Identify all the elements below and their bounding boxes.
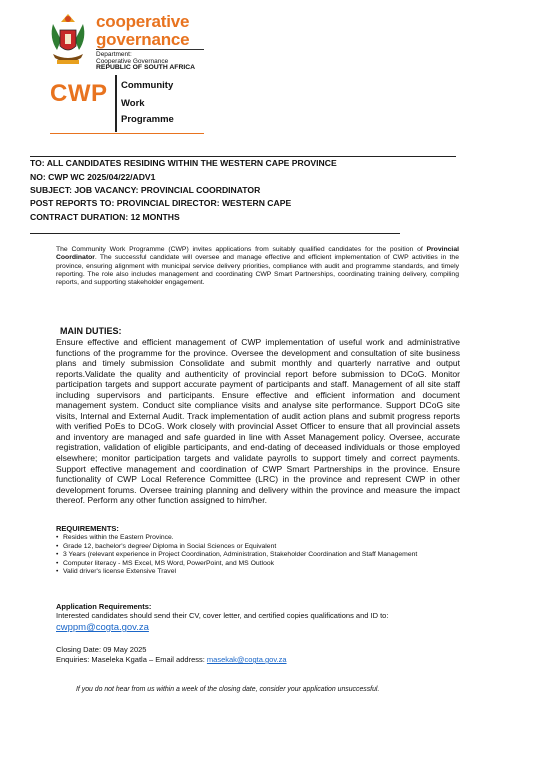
coat-of-arms-logo xyxy=(43,10,93,70)
list-item: • Valid driver's license Extensive Travel xyxy=(56,568,176,576)
list-item: • Grade 12, bachelor's degree/ Diploma in Social Sciences or Equivalent xyxy=(56,542,277,550)
intro-text-after: . The successful candidate will oversee and manage effective and efficient implementation of CWP activities in the province, ensuring alignment with municipal service delivery priorities, compliance with audit and programme standards, and timely reporting. The role also includes management and coordinating CWP Smart Partnerships, coordinating training delivery, compiling reports, and supporting stakeholder engagement. xyxy=(56,254,459,287)
footer-note: If you do not hear from us within a week of the closing date, consider your application unsuccessful. xyxy=(76,686,380,693)
intro-text-before: The Community Work Programme (CWP) invites applications from suitably qualified candidates for the position of xyxy=(56,246,427,253)
cwp-word-work: Work xyxy=(121,98,145,109)
requirements-list xyxy=(56,534,461,577)
intro-paragraph xyxy=(56,246,459,287)
reference-reports-to: POST REPORTS TO: PROVINCIAL DIRECTOR: WESTERN CAPE xyxy=(30,198,292,208)
cwp-logo-underline xyxy=(50,133,204,134)
duties-paragraph: Ensure effective and efficient management of CWP implementation of useful work and administrative functions of the programme for the province. Oversee the development and consultation of site business plans and timely submission Consolidate and submit monthly and quarterly narrative and output reports.Validate the quality and authenticity of provincial report before submission to DCoG. Monitor participation targets and support accurate payment of participants and staff. Management of all site staff including supervisors and participants. Ensure effective and efficient information and document management system. Conduct site compliance visits and analyse site performance. Support DCoG site visits, Internal and External Audit. Track implementation of audit action plans and submit progress reports with verified PoEs to DCoG. Work closely with provincial Asset Officer to ensure that all provincial assets and inventory are managed and safe guarded in line with Asset Management policy. Oversee, accurate registration, validation of eligible participants, and end-dating of deceased individuals or those employed elsewhere; monitor participation targets and validate payrolls to support timely and correct payments. Support effective management and coordination of CWP Smart Partnerships in the province. Ensure functionality of CWP Local Reference Committee (LRC) in the province and represent CWP in other development forums. Oversee training planning and delivery within the province and measure the impact thereof. Perform any other function assigned to him/her. xyxy=(56,337,460,506)
reference-subject: SUBJECT: JOB VACANCY: PROVINCIAL COORDINATOR xyxy=(30,185,261,195)
department-name: Cooperative Governance xyxy=(96,58,169,65)
brand-name-line1: cooperative xyxy=(96,12,190,31)
reference-top-rule xyxy=(30,156,456,157)
bullet-icon: • xyxy=(56,568,59,576)
header-divider xyxy=(96,49,204,50)
bullet-icon: • xyxy=(56,551,59,559)
reference-bottom-rule xyxy=(30,233,400,234)
cwp-logo-divider xyxy=(115,75,117,132)
cwp-word-community: Community xyxy=(121,80,174,91)
bullet-icon: • xyxy=(56,559,59,567)
list-item: • 3 Years (relevant experience in Project Coordination, Administration, Stakeholder Coordination and Staff Management xyxy=(56,551,418,559)
bullet-icon: • xyxy=(56,542,59,550)
brand-name-line2: governance xyxy=(96,30,190,49)
bullet-icon: • xyxy=(56,534,59,541)
enquiries-label: Enquiries: Maseleka Kgatla – Email address: xyxy=(56,655,207,664)
reference-number: NO: CWP WC 2025/04/22/ADV1 xyxy=(30,172,156,182)
list-item: • Computer literacy - MS Excel, MS Word, PowerPoint, and MS Outlook xyxy=(56,559,275,567)
intro-position: Provincial Coordinator xyxy=(56,246,459,262)
list-item: • Resides within the Eastern Province. xyxy=(56,534,174,541)
enquiries xyxy=(56,655,287,664)
application-instructions: Interested candidates should send their CV, cover letter, and certified copies qualifications and ID to: xyxy=(56,611,389,620)
enquiries-email-link[interactable]: masekak@cogta.gov.za xyxy=(206,655,287,664)
department-label: Department: xyxy=(96,51,132,58)
application-heading: Application Requirements: xyxy=(56,602,152,611)
country-name: REPUBLIC OF SOUTH AFRICA xyxy=(96,64,196,71)
duties-heading: MAIN DUTIES: xyxy=(60,326,122,336)
requirements-heading: REQUIREMENTS: xyxy=(56,524,119,533)
closing-date: Closing Date: 09 May 2025 xyxy=(56,645,147,654)
reference-to: TO: ALL CANDIDATES RESIDING WITHIN THE WESTERN CAPE PROVINCE xyxy=(30,158,337,168)
application-email-link[interactable]: cwppm@cogta.gov.za xyxy=(56,622,149,633)
cwp-word-programme: Programme xyxy=(121,114,174,125)
cwp-logo: CWP xyxy=(50,80,108,107)
reference-contract-duration: CONTRACT DURATION: 12 MONTHS xyxy=(30,212,180,222)
